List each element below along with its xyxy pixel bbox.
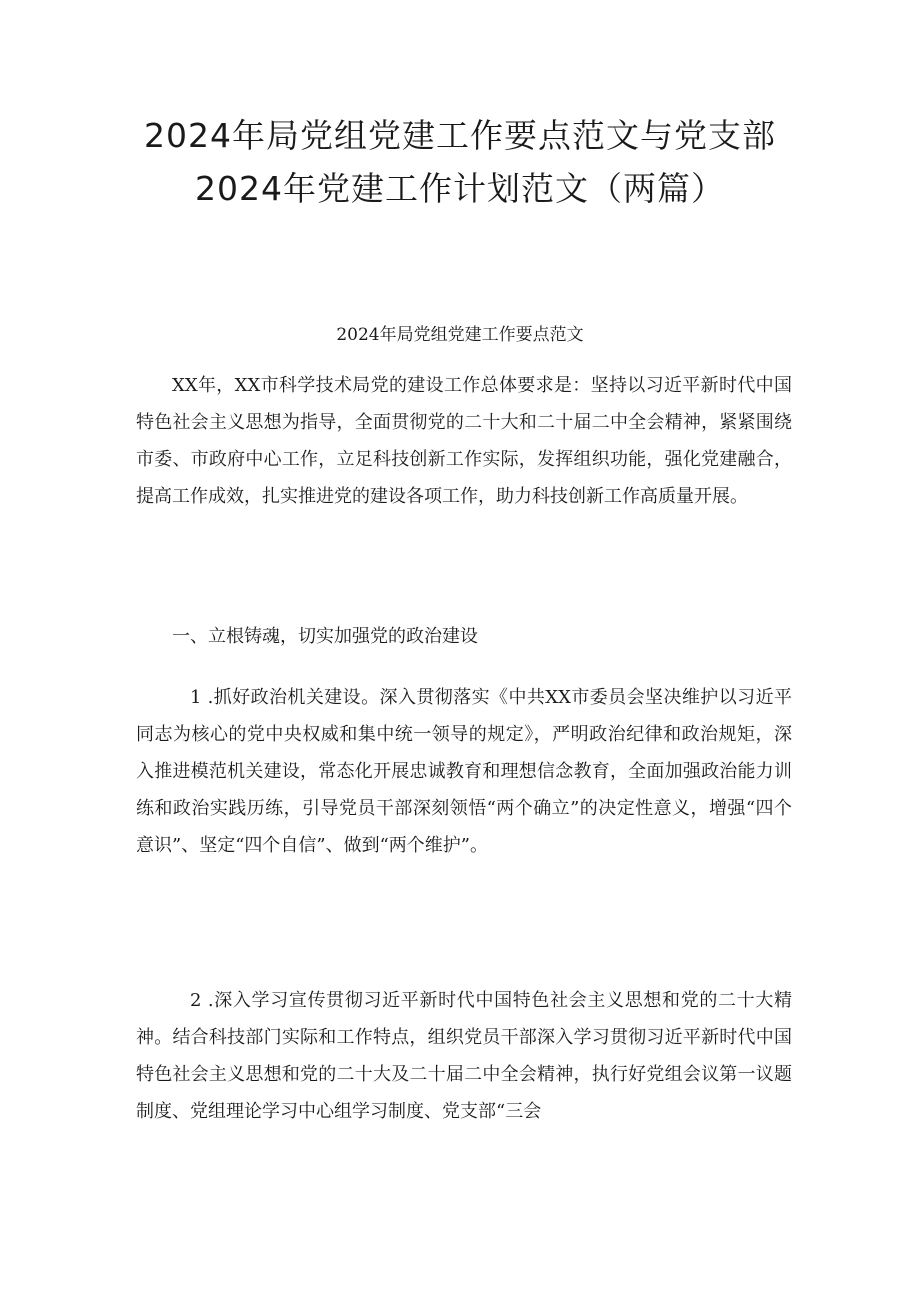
item-one-paragraph: 1 .抓好政治机关建设。深入贯彻落实《中共XX市委员会坚决维护以习近平同志为核心的党中央权威和集中统一领导的规定》，严明政治纪律和政治规矩，深入推进模范机关建设，常态化开展忠诚教育和理想信念教育，全面加强政治能力训练和政治实践历练，引导党员干部深刻领悟“两个确立”的决定性意义，增强“四个意识”、坚定“四个自信”、做到“两个维护”。 [136,687,792,856]
intro-paragraph: XX年，XX市科学技术局党的建设工作总体要求是：坚持以习近平新时代中国特色社会主义思想为指导，全面贯彻党的二十大和二十届二中全会精神，紧紧围绕市委、市政府中心工作，立足科技创新工作实际，发挥组织功能，强化党建融合，提高工作成效，扎实推进党的建设各项工作，助力科技创新工作高质量开展。 [136,375,792,507]
section-title: 2024年局党组党建工作要点范文 [336,325,584,345]
item-two-paragraph: 2 .深入学习宣传贯彻习近平新时代中国特色社会主义思想和党的二十大精神。结合科技部门实际和工作特点，组织党员干部深入学习贯彻习近平新时代中国特色社会主义思想和党的二十大及二十届二中全会精神，执行好党组会议第一议题制度、党组理论学习中心组学习制度、党支部“三会 [136,990,792,1122]
heading-one: 一、立根铸魂，切实加强党的政治建设 [172,626,478,647]
document-title-line-2: 2024年党建工作计划范文（两篇） [195,169,725,208]
document-title-line-1: 2024年局党组党建工作要点范文与党支部 [144,116,776,155]
